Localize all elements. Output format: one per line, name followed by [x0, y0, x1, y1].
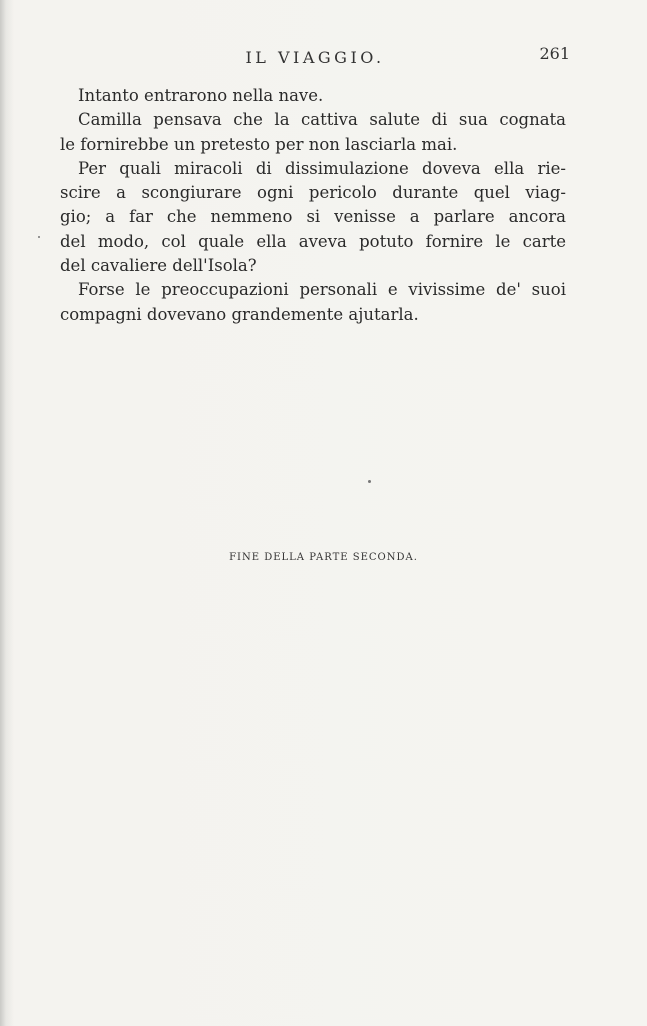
text-line: Camilla pensava che la cattiva salute di sua cognata: [78, 110, 566, 130]
text-line: Per quali miracoli di dissimulazione doveva ella rie-: [78, 158, 566, 178]
text-line: del cavaliere dell'Isola?: [60, 256, 257, 276]
text-line: compagni dovevano grandemente ajutarla.: [60, 304, 419, 324]
ink-speck: [38, 236, 40, 238]
text-line: Forse le preoccupazioni personali e vivissime de' suoi: [78, 280, 566, 300]
body-text: [60, 84, 566, 327]
text-line: Intanto entrarono nella nave.: [78, 86, 324, 105]
text-line: del modo, col quale ella aveva potuto fornire le carte: [60, 231, 566, 251]
page-header: [60, 44, 570, 74]
ink-speck: [368, 480, 371, 483]
text-line: gio; a far che nemmeno si venisse a parlare ancora: [60, 207, 566, 227]
text-line: le fornirebbe un pretesto per non lasciarla mai.: [60, 134, 458, 154]
page-number: 261: [539, 44, 570, 63]
text-line: scire a scongiurare ogni pericolo durante quel viag-: [60, 183, 566, 203]
running-title: IL VIAGGIO.: [245, 48, 385, 67]
end-of-part-note: FINE DELLA PARTE SECONDA.: [229, 552, 418, 563]
